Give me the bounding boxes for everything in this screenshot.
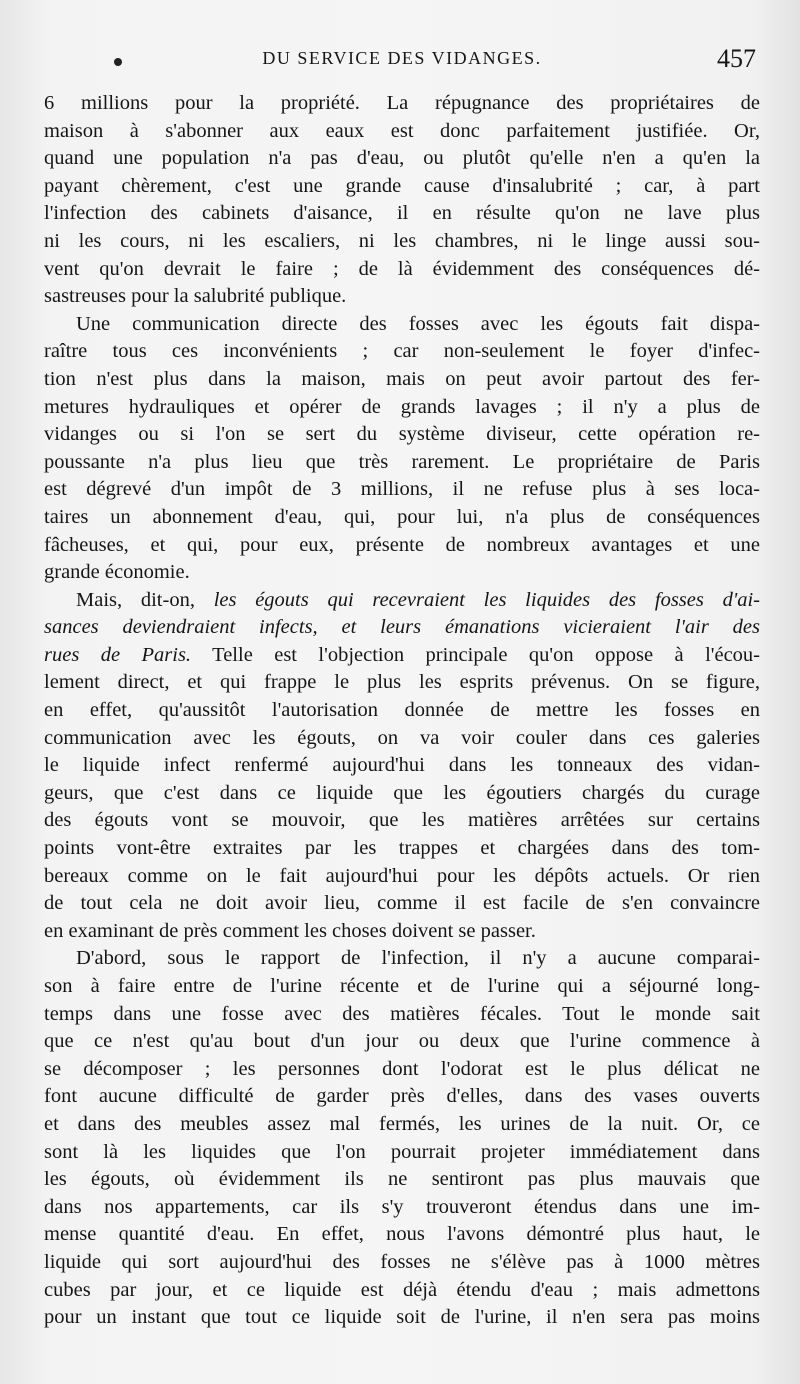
paragraph <box>44 90 760 311</box>
text-line: 6 millions pour la propriété. La répugnance des propriétaires de <box>44 92 760 114</box>
text-line: poussante n'a plus lieu que très rarement. Le propriétaire de Paris <box>44 450 760 473</box>
text-line: grande économie. <box>44 561 190 584</box>
text-line: payant chèrement, c'est une grande cause d'insalubrité ; car, à part <box>44 174 760 197</box>
text-line: liquide qui sort aujourd'hui des fosses ne s'élève pas à 1000 mètres <box>44 1250 760 1273</box>
text-line: communication avec les égouts, on va voir couler dans ces galeries <box>44 726 760 749</box>
text-line: fâcheuses, et qui, pour eux, présente de nombreux avantages et une <box>44 533 760 556</box>
text-line: taires un abonnement d'eau, qui, pour lui, n'a plus de conséquences <box>44 505 760 528</box>
text-line: des égouts vont se mouvoir, que les matières arrêtées sur certains <box>44 809 760 832</box>
text-line: cubes par jour, et ce liquide est déjà étendu d'eau ; mais admettons <box>44 1278 760 1301</box>
text-line: que ce n'est qu'au bout d'un jour ou deux que l'urine commence à <box>44 1030 760 1053</box>
running-title: DU SERVICE DES VIDANGES. <box>262 48 542 68</box>
text-line: bereaux comme on le fait aujourd'hui pour les dépôts actuels. Or rien <box>44 864 760 887</box>
text-line: raître tous ces inconvénients ; car non-seulement le foyer d'infec- <box>44 340 760 363</box>
text-line: points vont-être extraites par les trappes et chargées dans des tom- <box>44 837 760 860</box>
text-line: rues de Paris. Telle est l'objection principale qu'on oppose à l'écou- <box>44 643 760 666</box>
text-line: geurs, que c'est dans ce liquide que les égoutiers chargés du curage <box>44 781 760 804</box>
text-line: sances deviendraient infects, et leurs émanations vicieraient l'air des <box>44 616 760 639</box>
text-line: maison à s'abonner aux eaux est donc parfaitement justifiée. Or, <box>44 119 760 142</box>
text-line: lement direct, et qui frappe le plus les esprits prévenus. On se figure, <box>44 671 760 694</box>
text-line: son à faire entre de l'urine récente et de l'urine qui a séjourné long- <box>44 975 760 997</box>
text-line: Mais, dit-on, les égouts qui recevraient les liquides des fosses d'ai- <box>76 588 761 611</box>
paragraph <box>44 945 760 1331</box>
text-line: et dans des meubles assez mal fermés, les urines de la nuit. Or, ce <box>44 1112 760 1135</box>
text-line: pour un instant que tout ce liquide soit de l'urine, il n'en sera pas moins <box>44 1306 760 1329</box>
text-line: mense quantité d'eau. En effet, nous l'avons démontré plus haut, le <box>44 1223 760 1246</box>
text-line: ni les cours, ni les escaliers, ni les chambres, ni le linge aussi sou- <box>44 229 760 252</box>
text-line: tion n'est plus dans la maison, mais on peut avoir partout des fer- <box>44 367 760 390</box>
text-line: est dégrevé d'un impôt de 3 millions, il ne refuse plus à ses loca- <box>44 478 760 501</box>
text-line: quand une population n'a pas d'eau, ou plutôt qu'elle n'en a qu'en la <box>44 147 760 170</box>
text-line: sastreuses pour la salubrité publique. <box>44 285 347 308</box>
text-line: font aucune difficulté de garder près d'elles, dans des vases ouverts <box>44 1085 760 1108</box>
page-header <box>44 44 760 78</box>
text-line: D'abord, sous le rapport de l'infection, il n'y a aucune comparai- <box>76 947 760 970</box>
page-body <box>44 90 760 1332</box>
text-line: de tout cela ne doit avoir lieu, comme il est facile de s'en convaincre <box>44 892 760 915</box>
page-number: 457 <box>717 44 756 73</box>
text-line: dans nos appartements, car ils s'y trouveront étendus dans une im- <box>44 1195 760 1218</box>
paragraph <box>44 587 760 946</box>
text-line: en effet, qu'aussitôt l'autorisation donnée de mettre les fosses en <box>44 699 760 722</box>
text-line: temps dans une fosse avec des matières fécales. Tout le monde sait <box>44 1002 760 1025</box>
text-line: se décomposer ; les personnes dont l'odorat est le plus délicat ne <box>44 1057 760 1080</box>
text-line: en examinant de près comment les choses doivent se passer. <box>44 919 536 942</box>
text-line: metures hydrauliques et opérer de grands lavages ; il n'y a plus de <box>44 395 760 418</box>
text-line: le liquide infect renfermé aujourd'hui dans les tonneaux des vidan- <box>44 754 760 777</box>
text-line: l'infection des cabinets d'aisance, il en résulte qu'on ne lave plus <box>44 202 760 225</box>
text-line: les égouts, où évidemment ils ne sentiront pas plus mauvais que <box>44 1168 760 1191</box>
text-line: Une communication directe des fosses avec les égouts fait dispa- <box>76 312 760 335</box>
text-line: sont là les liquides que l'on pourrait projeter immédiatement dans <box>44 1140 760 1163</box>
paragraph <box>44 311 760 587</box>
text-line: vidanges ou si l'on se sert du système diviseur, cette opération re- <box>44 423 760 446</box>
text-line: vent qu'on devrait le faire ; de là évidemment des conséquences dé- <box>44 257 760 280</box>
